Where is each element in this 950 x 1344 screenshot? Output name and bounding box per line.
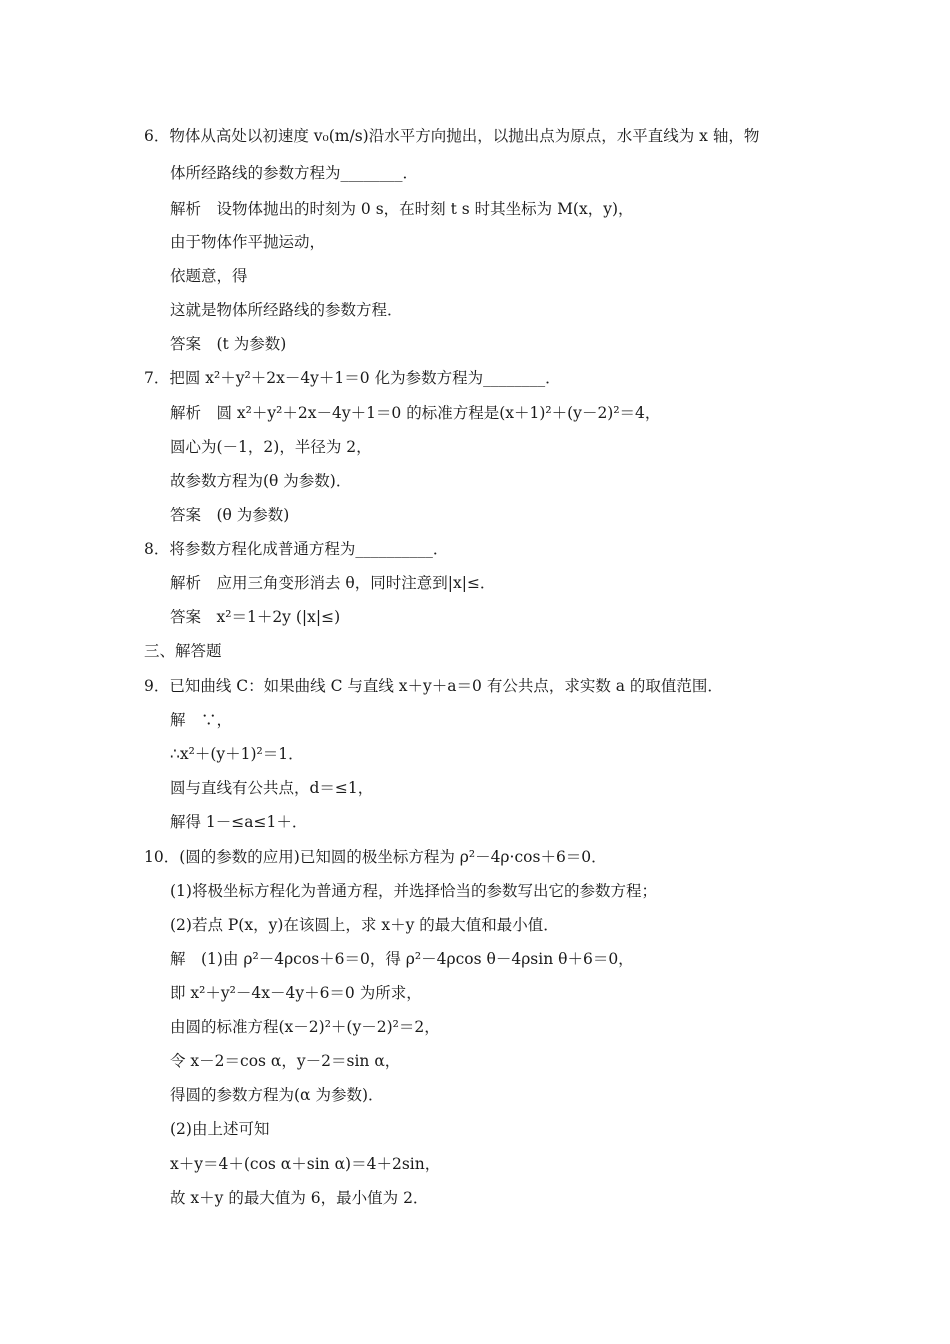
- problem-7-analysis: 解析 圆 x²＋y²＋2x－4y＋1＝0 的标准方程是(x＋1)²＋(y－2)²＝4，: [170, 404, 661, 422]
- problem-7-analysis-line: 圆心为(－1，2)，半径为 2，: [170, 438, 372, 456]
- problem-10-solution: 解 (1)由 ρ²－4ρcos＋6＝0，得 ρ²－4ρcos θ－4ρsin θ＋6＝0，: [170, 950, 634, 968]
- section-heading: 三、解答题: [144, 642, 222, 660]
- problem-10-part-2: (2)若点 P(x，y)在该圆上，求 x＋y 的最大值和最小值．: [170, 916, 559, 934]
- problem-8-statement: 8．将参数方程化成普通方程为__________．: [144, 540, 449, 558]
- problem-6-statement: 6．物体从高处以初速度 v₀(m/s)沿水平方向抛出，以抛出点为原点，水平直线为 x 轴，物: [144, 127, 760, 145]
- problem-6-analysis-line: 由于物体作平抛运动，: [170, 233, 326, 251]
- problem-10-solution-line: 故 x＋y 的最大值为 6，最小值为 2．: [170, 1189, 429, 1207]
- problem-10-solution-line: 即 x²＋y²－4x－4y＋6＝0 为所求，: [170, 984, 422, 1002]
- problem-10-solution-line: (2)由上述可知: [170, 1120, 270, 1138]
- problem-9-statement: 9．已知曲线 C：如果曲线 C 与直线 x＋y＋a＝0 有公共点，求实数 a 的取值范围．: [144, 677, 723, 695]
- problem-9-solution-line: ∴x²＋(y＋1)²＝1．: [170, 745, 304, 763]
- problem-6-answer: 答案 (t 为参数): [170, 335, 287, 353]
- problem-7-analysis-line: 故参数方程为(θ 为参数)．: [170, 472, 352, 490]
- problem-9-solution-line: 解得 1－≤a≤1＋．: [170, 813, 308, 831]
- problem-10-solution-line: 令 x－2＝cos α，y－2＝sin α，: [170, 1052, 401, 1070]
- problem-10-solution-line: 由圆的标准方程(x－2)²＋(y－2)²＝2，: [170, 1018, 440, 1036]
- problem-7-answer: 答案 (θ 为参数): [170, 506, 290, 524]
- problem-8-analysis: 解析 应用三角变形消去 θ，同时注意到|x|≤．: [170, 574, 496, 592]
- problem-10-solution-line: x＋y＝4＋(cos α＋sin α)＝4＋2sin，: [170, 1155, 441, 1173]
- problem-7-statement: 7．把圆 x²＋y²＋2x－4y＋1＝0 化为参数方程为________．: [144, 369, 561, 387]
- problem-6-statement-cont: 体所经路线的参数方程为________．: [170, 164, 419, 182]
- problem-6-analysis-line: 依题意，得: [170, 267, 248, 285]
- problem-9-solution-line: 圆与直线有公共点，d＝≤1，: [170, 779, 374, 797]
- problem-10-statement: 10．(圆的参数的应用)已知圆的极坐标方程为 ρ²－4ρ·cos＋6＝0．: [144, 848, 607, 866]
- problem-10-solution-line: 得圆的参数方程为(α 为参数)．: [170, 1086, 384, 1104]
- problem-9-solution: 解 ∵，: [170, 711, 233, 729]
- problem-8-answer: 答案 x²＝1＋2y (|x|≤): [170, 608, 341, 626]
- problem-6-analysis: 解析 设物体抛出的时刻为 0 s，在时刻 t s 时其坐标为 M(x，y)，: [170, 200, 634, 218]
- problem-6-analysis-line: 这就是物体所经路线的参数方程．: [170, 301, 403, 319]
- problem-10-part-1: (1)将极坐标方程化为普通方程，并选择恰当的参数写出它的参数方程；: [170, 882, 657, 900]
